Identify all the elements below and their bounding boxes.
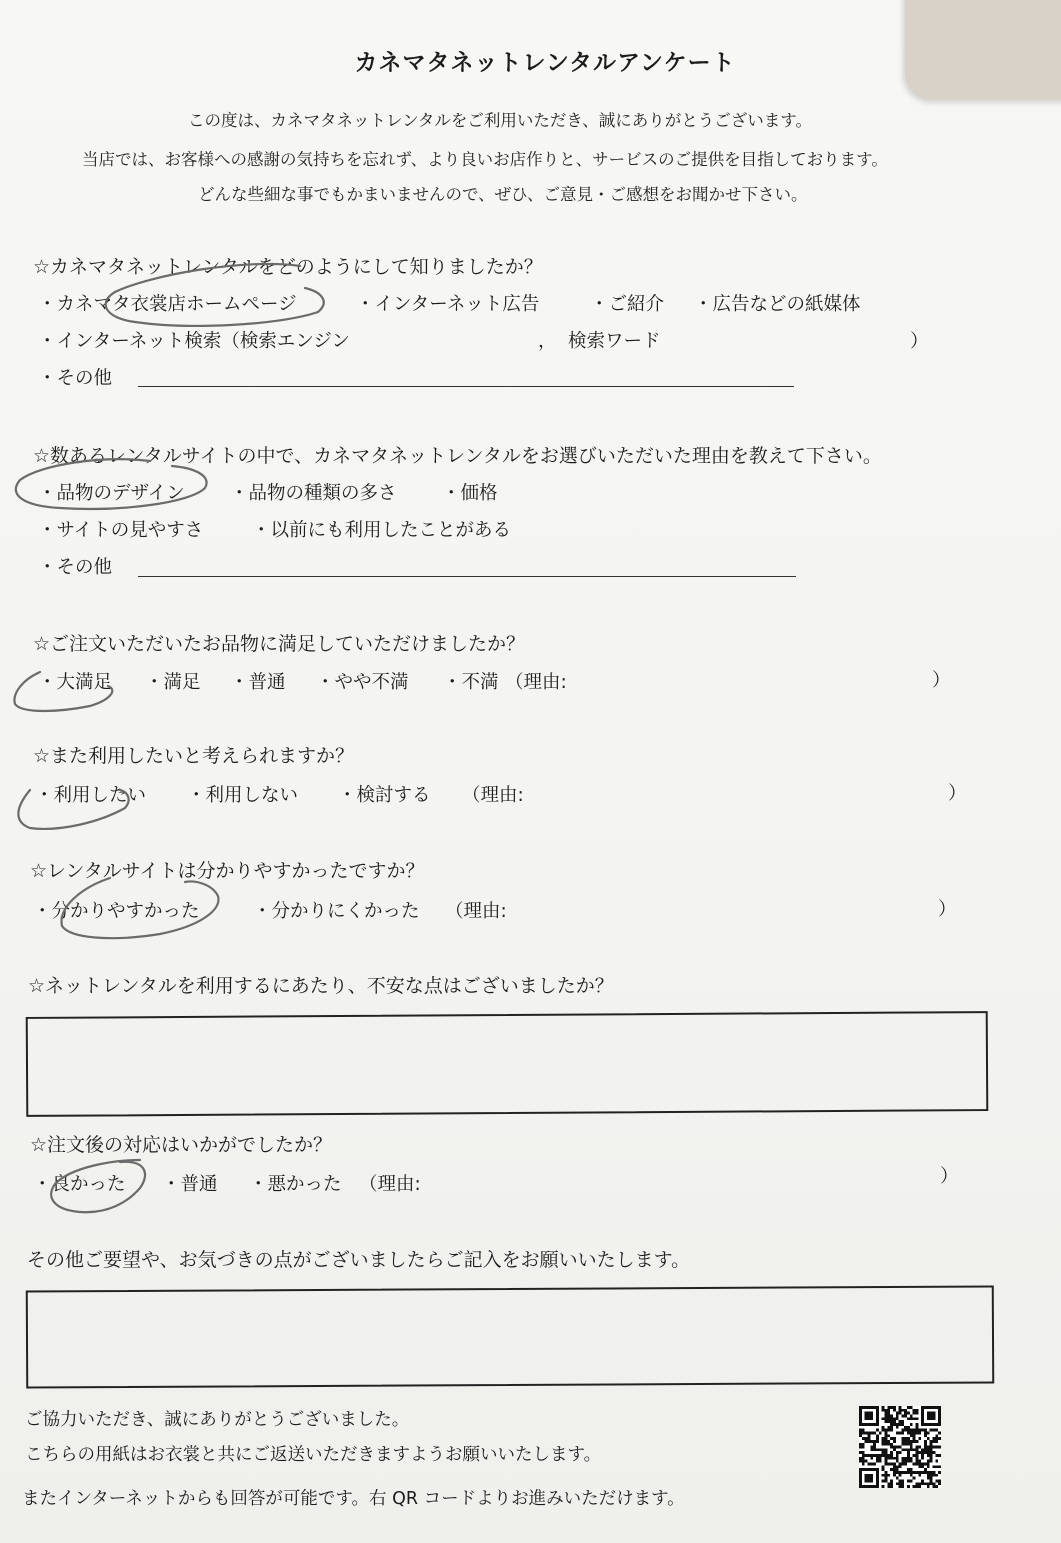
survey-title: カネマタネットレンタルアンケート <box>354 50 736 76</box>
footer-return-note: こちらの用紙はお衣裳と共にご返送いただきますようお願いいたします。 <box>25 1445 602 1465</box>
q2-other-write-line[interactable] <box>138 576 796 577</box>
question-3: ☆ご注文いただいたお品物に満足していただけましたか？ <box>33 633 526 655</box>
q1-option-search[interactable]: ・インターネット検索（検索エンジン <box>38 331 350 352</box>
question-6: ☆ネットレンタルを利用するにあたり、不安な点はございましたか？ <box>28 975 614 997</box>
q2-option-design[interactable]: ・品物のデザイン <box>38 483 185 504</box>
q3-option-somewhat-dissatisfied[interactable]: ・やや不満 <box>316 672 409 693</box>
q3-reason-label: （理由: <box>505 672 567 693</box>
question-8: その他ご要望や、お気づきの点がございましたらご記入をお願いいたします。 <box>27 1249 691 1271</box>
q1-option-homepage[interactable]: ・カネマタ衣裳店ホームページ <box>38 294 297 315</box>
q2-option-price[interactable]: ・価格 <box>442 483 498 504</box>
intro-line-2: 当店では、お客様への感謝の気持ちを忘れず、より良いお店作りと、サービスのご提供を目指しております。 <box>82 150 888 169</box>
question-2: ☆数あるレンタルサイトの中で、カネマタネットレンタルをお選びいただいた理由を教えて下さい。 <box>33 445 882 467</box>
question-7: ☆注文後の対応はいかがでしたか？ <box>30 1134 333 1156</box>
q3-option-very-satisfied[interactable]: ・大満足 <box>38 672 113 693</box>
q4-close-paren: ） <box>948 783 967 804</box>
question-4: ☆また利用したいと考えられますか？ <box>33 745 355 767</box>
q1-option-other[interactable]: ・その他 <box>38 368 113 389</box>
q7-option-neutral[interactable]: ・普通 <box>162 1174 218 1195</box>
question-1: ☆カネマタネットレンタルをどのようにして知りましたか？ <box>33 256 543 278</box>
q5-option-hard[interactable]: ・分かりにくかった <box>253 901 420 922</box>
q1-search-separator: ， <box>538 331 557 352</box>
q6-answer-box[interactable] <box>26 1011 989 1117</box>
footer-qr-note: またインターネットからも回答が可能です。右 QR コードよりお進みいただけます。 <box>22 1489 685 1509</box>
q1-close-paren: ） <box>910 331 929 352</box>
q1-search-word-label: 検索ワード <box>568 331 661 352</box>
q2-option-variety[interactable]: ・品物の種類の多さ <box>230 483 397 504</box>
footer-thanks: ご協力いただき、誠にありがとうございました。 <box>25 1410 410 1430</box>
question-5: ☆レンタルサイトは分かりやすかったですか？ <box>30 860 425 882</box>
q4-option-want-to-use[interactable]: ・利用したい <box>35 785 147 806</box>
q7-close-paren: ） <box>940 1166 959 1187</box>
q7-option-good[interactable]: ・良かった <box>33 1174 126 1195</box>
q1-other-write-line[interactable] <box>138 386 794 387</box>
q2-option-used-before[interactable]: ・以前にも利用したことがある <box>252 520 512 541</box>
q5-option-easy[interactable]: ・分かりやすかった <box>33 901 200 922</box>
q3-option-satisfied[interactable]: ・満足 <box>145 672 201 693</box>
q5-close-paren: ） <box>938 899 957 920</box>
q1-option-paper-media[interactable]: ・広告などの紙媒体 <box>694 294 861 315</box>
q1-option-internet-ad[interactable]: ・インターネット広告 <box>356 294 540 315</box>
q4-reason-label: （理由: <box>462 785 524 806</box>
q7-reason-label: （理由: <box>359 1174 421 1195</box>
q7-option-bad[interactable]: ・悪かった <box>249 1174 342 1195</box>
q8-answer-box[interactable] <box>26 1285 994 1388</box>
qr-code-icon[interactable] <box>859 1406 941 1488</box>
q3-close-paren: ） <box>932 670 951 691</box>
q1-option-referral[interactable]: ・ご紹介 <box>590 294 665 315</box>
q2-option-site-readability[interactable]: ・サイトの見やすさ <box>38 520 204 541</box>
q5-reason-label: （理由: <box>445 901 507 922</box>
q3-option-neutral[interactable]: ・普通 <box>230 672 286 693</box>
q2-option-other[interactable]: ・その他 <box>38 557 113 578</box>
intro-line-3: どんな些細な事でもかまいませんので、ぜひ、ご意見・ご感想をお聞かせ下さい。 <box>198 185 808 204</box>
q4-option-consider[interactable]: ・検討する <box>338 785 431 806</box>
intro-line-1: この度は、カネマタネットレンタルをご利用いただき、誠にありがとうございます。 <box>188 111 812 130</box>
q4-option-not-use[interactable]: ・利用しない <box>187 785 299 806</box>
q3-option-dissatisfied[interactable]: ・不満 <box>443 672 499 693</box>
